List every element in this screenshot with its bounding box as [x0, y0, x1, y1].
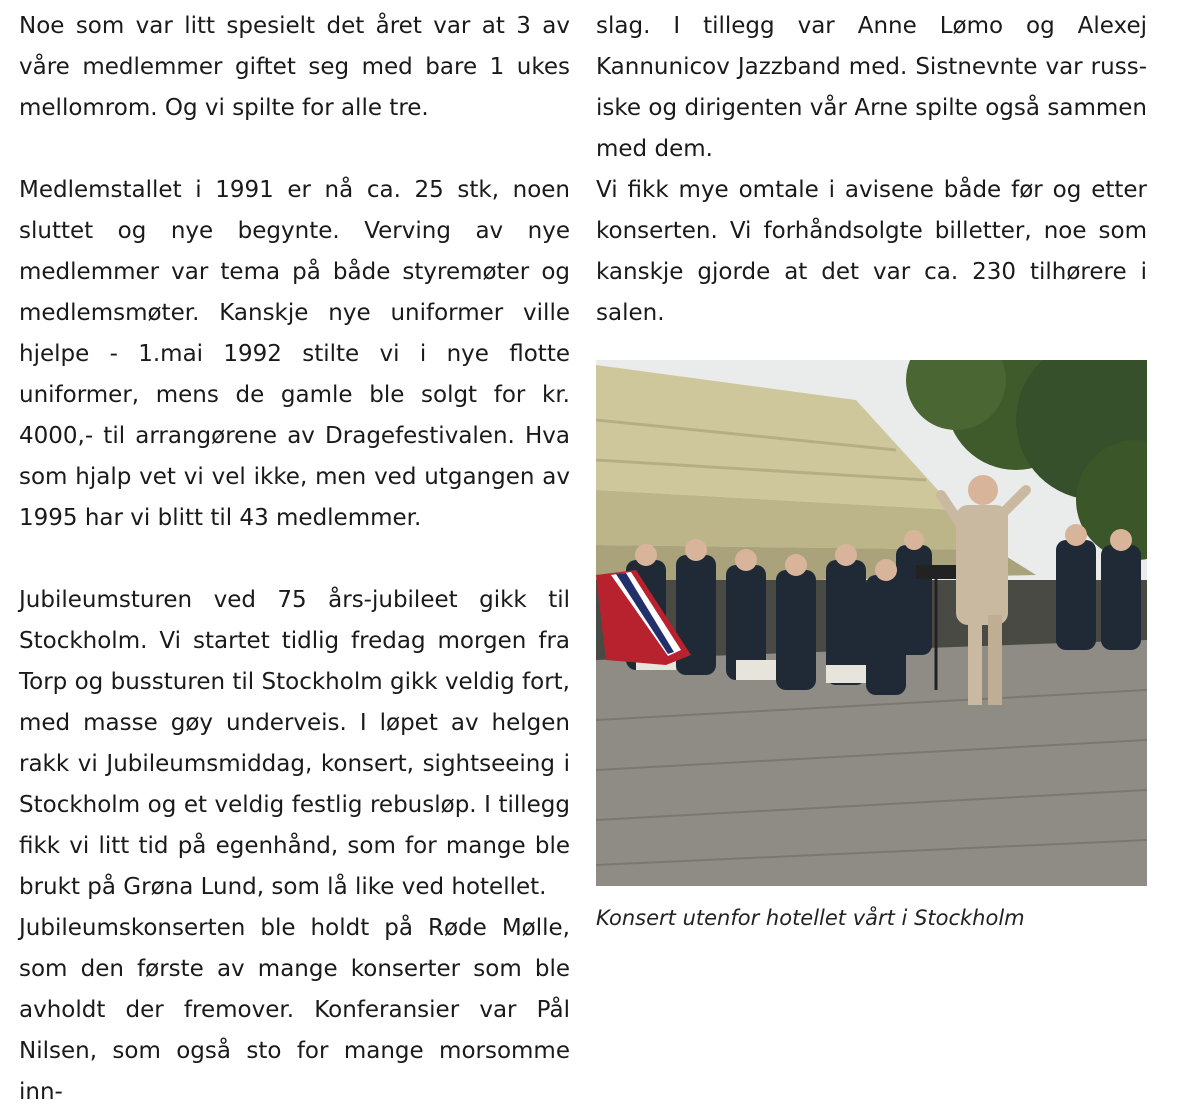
paragraph: Medlemstallet i 1991 er nå ca. 25 stk, noen sluttet og nye begynte. Verving av nye medlemmer var tema på både styremøter og medlemsmøter. Kanskje nye uniformer ville hjelpe - 1.mai 1992 stilte vi i nye flotte uniformer, mens de gamle ble solgt for kr. 4000,- til arrangørene av Dragefestivalen. Hva som hjalp vet vi vel ikke, men ved utgangen av 1995 har vi blitt til 43 medlemmer.	[19, 177, 570, 531]
paragraph: Jubileumsturen ved 75 års-jubileet gikk til Stockholm. Vi startet tidlig fredag morgen fra Torp og bussturen til Stockholm gikk veldig fort, med masse gøy underveis. I løpet av helgen rakk vi Jubileumsmiddag, konsert, sightseeing i Stockholm og et veldig festlig rebusløp. I tillegg fikk vi litt tid på egenhånd, som for mange ble brukt på Grøna Lund, som lå like ved hotellet.	[19, 587, 570, 900]
paragraph: Jubileumskonserten ble holdt på Røde Mølle, som den første av mange konserter som ble avholdt der fremover. Konferansier var Pål Nilsen, som også sto for mange morsomme inn-	[19, 915, 570, 1105]
paragraph: Noe som var litt spesielt det året var at 3 av våre medlemmer giftet seg med bare 1 ukes mellomrom. Og vi spilte for alle tre.	[19, 13, 570, 121]
paragraph: slag. I tillegg var Anne Lømo og Alexej Kannunicov Jazzband med. Sistnevnte var russiske og dirigenten vår Arne spilte også sammen med dem.	[596, 13, 1147, 162]
paragraph: Vi fikk mye omtale i avisene både før og etter konserten. Vi forhåndsolgte billetter, noe som kanskje gjorde at det var ca. 230 tilhørere i salen.	[596, 177, 1147, 326]
photo-caption: Konsert utenfor hotellet vårt i Stockholm	[596, 906, 1025, 930]
text-column-right	[596, 6, 1147, 334]
concert-photo	[596, 360, 1147, 886]
text-column-left	[19, 6, 570, 1113]
